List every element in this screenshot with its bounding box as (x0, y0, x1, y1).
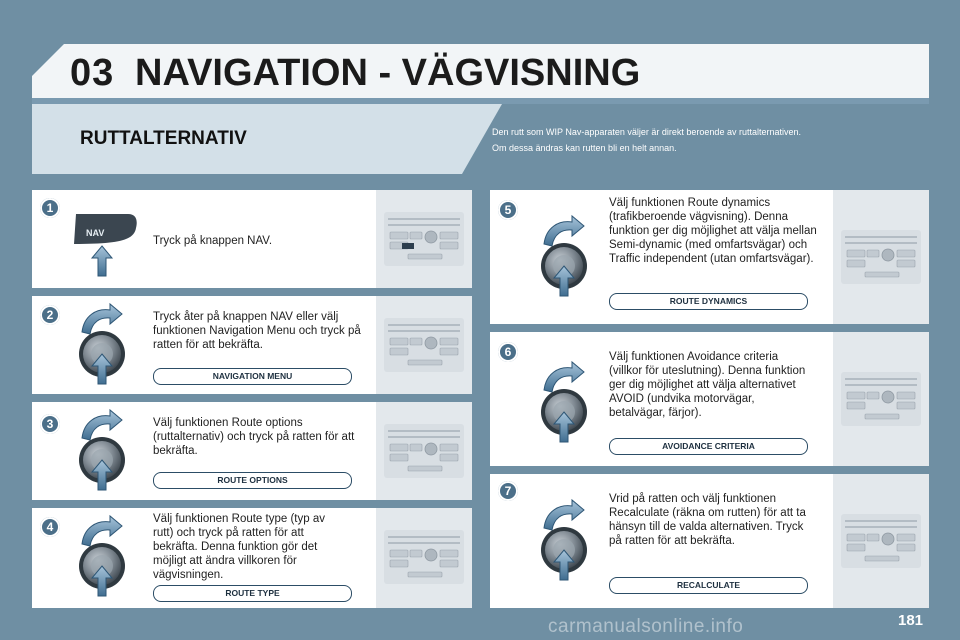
section-intro (492, 124, 922, 156)
step-1-text: Tryck på knappen NAV. (153, 235, 273, 247)
recalculate-label: RECALCULATE (609, 577, 808, 594)
page-number: 181 (898, 612, 924, 629)
intro-line-1: Den rutt som WIP Nav-apparaten väljer är direkt beroende av ruttalternativen. (492, 127, 801, 137)
rotary-dial-icon (72, 408, 142, 498)
step-2-badge: 2 (40, 305, 60, 325)
step-6-text: Välj funktionen Avoidance criteria (villkor för uteslutning). Denna funktion ger dig möjlighet att välja alternativet AVOID (undvika motorvägar, betalvägar, färjor). (609, 351, 806, 419)
step-5-badge: 5 (498, 200, 518, 220)
intro-line-2: Om dessa ändras kan rutten bli en helt annan. (492, 143, 677, 153)
rotary-dial-icon (534, 214, 604, 304)
navigation-menu-label: NAVIGATION MENU (153, 368, 352, 385)
step-7-badge: 7 (498, 481, 518, 501)
chapter-number: 03 (70, 52, 115, 94)
nav-button-icon (64, 200, 144, 290)
step-7-text: Vrid på ratten och välj funktionen Recalculate (räkna om rutten) för att ta hänsyn till de valda alternativen. Tryck på ratten för att bekräfta. (609, 493, 806, 547)
step-2-text: Tryck åter på knappen NAV eller välj funktionen Navigation Menu och tryck på ratten för att bekräfta. (153, 311, 361, 351)
section-title: RUTTALTERNATIV (80, 128, 247, 149)
rotary-dial-icon (534, 360, 604, 450)
radio-photo (376, 402, 472, 500)
radio-photo (376, 190, 472, 288)
rotary-dial-icon (72, 514, 142, 604)
radio-photo (833, 332, 929, 466)
nav-button-label: NAV (86, 228, 105, 238)
watermark: carmanualsonline.info (548, 616, 744, 637)
radio-photo (833, 190, 929, 324)
step-4-text: Välj funktionen Route type (typ av rutt) och tryck på ratten för att bekräfta. Denna funktion gör det möjligt att ändra villkoren för vägvisningen. (153, 513, 325, 581)
rotary-dial-icon (72, 302, 142, 392)
step-1-badge: 1 (40, 198, 60, 218)
step-3-badge: 3 (40, 414, 60, 434)
radio-photo (376, 296, 472, 394)
radio-photo (833, 474, 929, 608)
step-4-badge: 4 (40, 517, 60, 537)
route-options-label: ROUTE OPTIONS (153, 472, 352, 489)
rotary-dial-icon (534, 498, 604, 588)
radio-photo (376, 508, 472, 608)
page-title: NAVIGATION - VÄGVISNING (135, 52, 641, 94)
route-type-label: ROUTE TYPE (153, 585, 352, 602)
route-dynamics-label: ROUTE DYNAMICS (609, 293, 808, 310)
step-5-text: Välj funktionen Route dynamics (trafikberoende vägvisning). Denna funktion ger dig möjlighet att välja mellan Semi-dynamic (med omfartsvägar) och Traffic independent (utan omfartsvägar). (609, 197, 817, 265)
step-3-text: Välj funktionen Route options (ruttalternativ) och tryck på ratten för att bekräfta. (153, 417, 355, 457)
avoidance-criteria-label: AVOIDANCE CRITERIA (609, 438, 808, 455)
step-6-badge: 6 (498, 342, 518, 362)
